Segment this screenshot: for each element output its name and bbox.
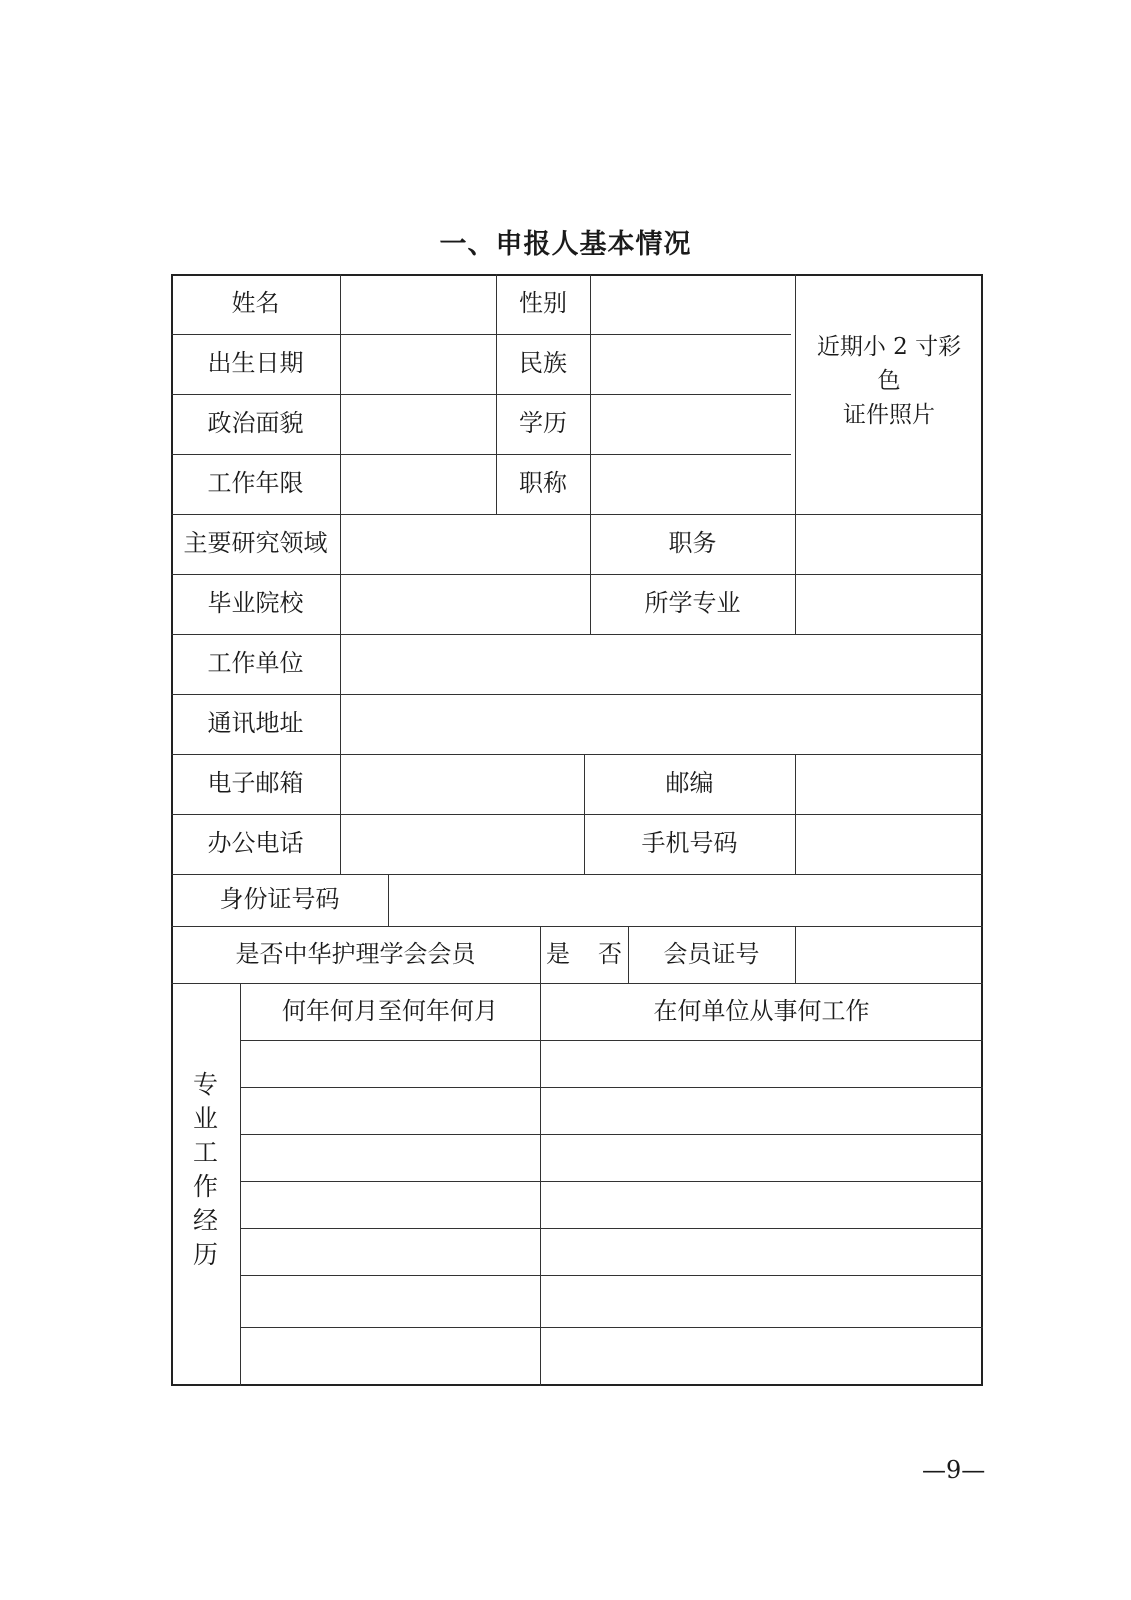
member-question-label: 是否中华护理学会会员 <box>235 939 476 968</box>
mobile-label: 手机号码 <box>641 829 738 858</box>
graduate-school-label: 毕业院校 <box>207 589 304 618</box>
email-label: 电子邮箱 <box>207 769 304 798</box>
member-no-label: 会员证号 <box>663 939 760 968</box>
address-label: 通讯地址 <box>207 709 304 738</box>
graduate-school-field[interactable] <box>340 574 590 634</box>
id-number-label: 身份证号码 <box>219 885 340 914</box>
history-row[interactable] <box>240 1040 983 1087</box>
work-years-field[interactable] <box>340 454 496 514</box>
work-unit-label: 工作单位 <box>207 649 304 678</box>
professional-title-label: 职称 <box>519 469 567 498</box>
history-work-header: 在何单位从事何工作 <box>653 996 870 1025</box>
ethnicity-field[interactable] <box>590 334 795 394</box>
work-history-label: 专 业 工 作 经 历 <box>192 1070 218 1269</box>
history-period-header: 何年何月至何年何月 <box>282 996 498 1025</box>
professional-title-field[interactable] <box>590 454 795 514</box>
mobile-field[interactable] <box>795 814 983 874</box>
major-label: 所学专业 <box>644 589 741 618</box>
email-field[interactable] <box>340 754 584 814</box>
major-field[interactable] <box>795 574 983 634</box>
birth-date-label: 出生日期 <box>207 349 304 378</box>
photo-note-line3: 证件照片 <box>843 402 935 428</box>
history-row[interactable] <box>240 1134 983 1181</box>
postcode-field[interactable] <box>795 754 983 814</box>
work-unit-field[interactable] <box>340 634 983 694</box>
ethnicity-label: 民族 <box>519 349 567 378</box>
history-row[interactable] <box>240 1228 983 1275</box>
education-label: 学历 <box>519 409 567 438</box>
member-yes-option[interactable]: 是 <box>546 939 570 968</box>
history-row[interactable] <box>240 1327 983 1384</box>
page-title: 一、申报人基本情况 <box>439 229 692 260</box>
position-field[interactable] <box>795 514 983 574</box>
address-field[interactable] <box>340 694 983 754</box>
political-status-field[interactable] <box>340 394 496 454</box>
member-no-option[interactable]: 否 <box>598 939 622 968</box>
research-field-label: 主要研究领域 <box>183 529 328 558</box>
name-field[interactable] <box>340 274 496 334</box>
gender-label: 性别 <box>519 289 567 318</box>
photo-note-line1: 近期小 2 寸彩 <box>816 334 962 360</box>
history-row[interactable] <box>240 1275 983 1327</box>
postcode-label: 邮编 <box>665 769 714 798</box>
position-label: 职务 <box>668 529 717 558</box>
gender-field[interactable] <box>590 274 795 334</box>
id-number-field[interactable] <box>388 874 983 926</box>
education-field[interactable] <box>590 394 795 454</box>
photo-note-line2: 色 <box>877 368 901 394</box>
office-phone-field[interactable] <box>340 814 584 874</box>
name-label: 姓名 <box>231 289 280 318</box>
office-phone-label: 办公电话 <box>207 829 304 858</box>
photo-area[interactable] <box>795 274 983 514</box>
work-years-label: 工作年限 <box>207 469 304 498</box>
history-row[interactable] <box>240 1087 983 1134</box>
member-yes-no[interactable] <box>540 926 628 983</box>
page-number: —9— <box>922 1456 986 1484</box>
member-no-field[interactable] <box>795 926 983 983</box>
political-status-label: 政治面貌 <box>207 409 304 438</box>
birth-date-field[interactable] <box>340 334 496 394</box>
history-row[interactable] <box>240 1181 983 1228</box>
research-field-input[interactable] <box>340 514 590 574</box>
